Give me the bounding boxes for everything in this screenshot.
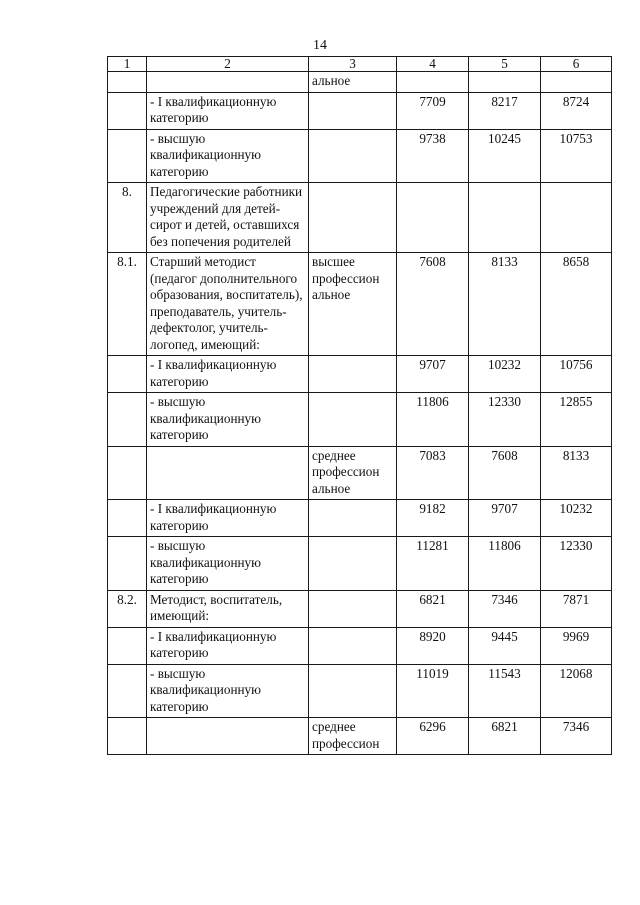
table-row — [108, 627, 612, 664]
salary-cell — [541, 183, 612, 253]
salary-cell: 7709 — [397, 92, 469, 129]
salary-cell — [397, 183, 469, 253]
salary-cell: 9707 — [469, 500, 541, 537]
row-number-cell — [108, 129, 147, 183]
education-cell — [309, 664, 397, 718]
salary-cell: 11019 — [397, 664, 469, 718]
salary-cell: 11281 — [397, 537, 469, 591]
row-number-cell — [108, 356, 147, 393]
salary-cell: 8133 — [541, 446, 612, 500]
salary-cell: 8920 — [397, 627, 469, 664]
row-number-cell — [108, 537, 147, 591]
salary-cell: 9738 — [397, 129, 469, 183]
row-number-cell — [108, 627, 147, 664]
education-cell: альное — [309, 72, 397, 93]
table-row — [108, 356, 612, 393]
salary-cell: 7608 — [397, 253, 469, 356]
row-number-cell — [108, 664, 147, 718]
education-cell — [309, 590, 397, 627]
position-cell: Педагогические работники учреждений для детей-сирот и детей, оставшихся без попечения родителей — [147, 183, 309, 253]
table-row — [108, 500, 612, 537]
position-cell: Старший методист (педагог дополнительного образования, воспитатель), преподаватель, учитель-дефектолог, учитель-логопед, имеющий: — [147, 253, 309, 356]
row-number-cell — [108, 393, 147, 447]
salary-cell: 12330 — [469, 393, 541, 447]
salary-cell — [469, 183, 541, 253]
row-number-cell: 8.1. — [108, 253, 147, 356]
salary-cell: 10756 — [541, 356, 612, 393]
table-row — [108, 183, 612, 253]
row-number-cell — [108, 718, 147, 755]
salary-cell: 9182 — [397, 500, 469, 537]
table-row — [108, 92, 612, 129]
education-cell: среднее профессион альное — [309, 446, 397, 500]
position-cell: - I квалификационную категорию — [147, 500, 309, 537]
position-cell — [147, 446, 309, 500]
position-cell — [147, 72, 309, 93]
position-cell — [147, 718, 309, 755]
salary-cell: 12068 — [541, 664, 612, 718]
salary-table — [107, 56, 612, 755]
education-cell — [309, 500, 397, 537]
table-row — [108, 72, 612, 93]
position-cell: - I квалификационную категорию — [147, 92, 309, 129]
page-number: 14 — [313, 38, 327, 53]
row-number-cell — [108, 72, 147, 93]
education-cell — [309, 92, 397, 129]
salary-cell — [541, 72, 612, 93]
salary-cell: 8724 — [541, 92, 612, 129]
salary-cell: 9445 — [469, 627, 541, 664]
header-cell: 6 — [541, 57, 612, 72]
salary-cell: 9707 — [397, 356, 469, 393]
header-cell: 5 — [469, 57, 541, 72]
row-number-cell — [108, 500, 147, 537]
row-number-cell: 8. — [108, 183, 147, 253]
table-row — [108, 129, 612, 183]
row-number-cell — [108, 92, 147, 129]
salary-cell: 11806 — [469, 537, 541, 591]
salary-cell: 11543 — [469, 664, 541, 718]
salary-cell: 8133 — [469, 253, 541, 356]
position-cell: - высшую квалификационную категорию — [147, 537, 309, 591]
education-cell — [309, 627, 397, 664]
salary-cell: 10232 — [469, 356, 541, 393]
salary-cell: 8658 — [541, 253, 612, 356]
table-row — [108, 537, 612, 591]
education-cell: высшее профессион альное — [309, 253, 397, 356]
table-row — [108, 590, 612, 627]
header-cell: 4 — [397, 57, 469, 72]
salary-cell: 7083 — [397, 446, 469, 500]
salary-cell: 12330 — [541, 537, 612, 591]
salary-cell: 7608 — [469, 446, 541, 500]
salary-cell: 12855 — [541, 393, 612, 447]
education-cell — [309, 129, 397, 183]
education-cell — [309, 183, 397, 253]
salary-cell: 11806 — [397, 393, 469, 447]
salary-cell — [397, 72, 469, 93]
salary-cell: 10753 — [541, 129, 612, 183]
salary-cell: 9969 — [541, 627, 612, 664]
salary-cell: 6821 — [397, 590, 469, 627]
salary-cell: 6821 — [469, 718, 541, 755]
table-row — [108, 253, 612, 356]
education-cell — [309, 356, 397, 393]
row-number-cell — [108, 446, 147, 500]
education-cell: среднее профессион — [309, 718, 397, 755]
education-cell — [309, 537, 397, 591]
table-header-row — [108, 57, 612, 72]
position-cell: - высшую квалификационную категорию — [147, 664, 309, 718]
table-row — [108, 446, 612, 500]
education-cell — [309, 393, 397, 447]
salary-cell: 6296 — [397, 718, 469, 755]
salary-cell: 10232 — [541, 500, 612, 537]
header-cell: 1 — [108, 57, 147, 72]
salary-cell: 7871 — [541, 590, 612, 627]
position-cell: - высшую квалификационную категорию — [147, 393, 309, 447]
position-cell: - высшую квалификационную категорию — [147, 129, 309, 183]
salary-cell — [469, 72, 541, 93]
table-row — [108, 393, 612, 447]
table-row — [108, 718, 612, 755]
header-cell: 3 — [309, 57, 397, 72]
position-cell: - I квалификационную категорию — [147, 356, 309, 393]
row-number-cell: 8.2. — [108, 590, 147, 627]
salary-cell: 7346 — [541, 718, 612, 755]
salary-cell: 10245 — [469, 129, 541, 183]
position-cell: - I квалификационную категорию — [147, 627, 309, 664]
header-cell: 2 — [147, 57, 309, 72]
salary-cell: 7346 — [469, 590, 541, 627]
table-row — [108, 664, 612, 718]
salary-cell: 8217 — [469, 92, 541, 129]
position-cell: Методист, воспитатель, имеющий: — [147, 590, 309, 627]
